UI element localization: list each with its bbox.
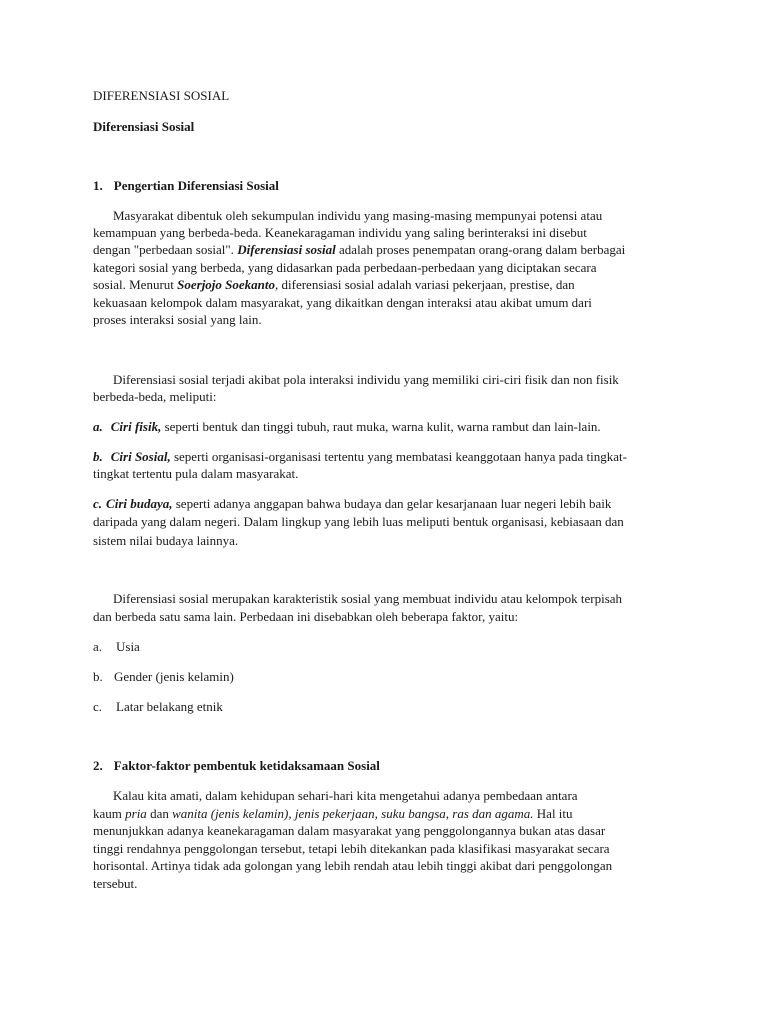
list-marker: b. <box>93 669 103 684</box>
list-marker: c. <box>93 699 103 714</box>
paragraph-line: kategori sosial yang berbeda, yang didasarkan pada perbedaan-perbedaan yang diciptakan secara <box>93 260 597 275</box>
ciri-item <box>93 418 601 435</box>
section-2-heading <box>93 757 380 774</box>
paragraph-line: menunjukkan adanya keanekaragaman dalam masyarakat yang penggolongannya bukan atas dasar <box>93 823 606 838</box>
factor-text: Usia <box>116 639 140 654</box>
factor-text: Latar belakang etnik <box>116 699 223 714</box>
text-run: Hal itu <box>533 806 573 821</box>
text-run: kaum <box>93 806 126 821</box>
emphasis-term: Diferensiasi sosial <box>237 242 336 257</box>
document-title: DIFERENSIASI SOSIAL <box>93 88 230 103</box>
paragraph-line <box>93 276 575 293</box>
italic-term: pria <box>125 806 147 821</box>
text-run: seperti organisasi-organisasi tertentu yang membatasi keanggotaan hanya pada tingkat- <box>170 449 627 464</box>
text-run: seperti bentuk dan tinggi tubuh, raut muka, warna kulit, warna rambut dan lain-lain. <box>161 419 601 434</box>
paragraph-line: horisontal. Artinya tidak ada golongan yang lebih rendah atau lebih tinggi akibat dari penggolongan <box>93 858 613 873</box>
section-2-title: Faktor-faktor pembentuk ketidaksamaan Sosial <box>113 758 380 773</box>
italic-term: wanita (jenis kelamin), jenis pekerjaan, suku bangsa, ras dan agama. <box>172 806 534 821</box>
text-run: seperti adanya anggapan bahwa budaya dan gelar kesarjanaan luar negeri lebih baik <box>172 496 612 511</box>
text-run: , diferensiasi sosial adalah variasi pekerjaan, prestise, dan <box>275 277 575 292</box>
paragraph-line: proses interaksi sosial yang lain. <box>93 312 262 327</box>
factor-text: Gender (jenis kelamin) <box>114 669 234 684</box>
paragraph-line: tinggi rendahnya penggolongan tersebut, tetapi lebih ditekankan pada klasifikasi masyarakat secara <box>93 841 610 856</box>
text-run: sosial. Menurut <box>93 277 178 292</box>
ciri-item-continuation: sistem nilai budaya lainnya. <box>93 533 239 548</box>
paragraph-line <box>93 241 625 258</box>
ciri-label: Ciri Sosial, <box>110 449 171 464</box>
paragraph-line: Masyarakat dibentuk oleh sekumpulan individu yang masing-masing mempunyai potensi atau <box>113 208 603 223</box>
ciri-item-continuation: daripada yang dalam negeri. Dalam lingkup yang lebih luas meliputi bentuk organisasi, kebiasaan dan <box>93 514 624 529</box>
factor-item <box>93 668 234 685</box>
ciri-item-continuation: tingkat tertentu pula dalam masyarakat. <box>93 466 299 481</box>
list-marker: a. <box>93 639 103 654</box>
paragraph-line: kemampuan yang berbeda-beda. Keanekaragaman individu yang saling berinteraksi ini disebut <box>93 225 587 240</box>
emphasis-name: Soerjojo Soekanto <box>177 277 276 292</box>
paragraph-line: tersebut. <box>93 876 138 891</box>
text-run: dan <box>146 806 173 821</box>
section-1-heading <box>93 177 279 194</box>
ciri-item <box>93 495 611 512</box>
list-marker: a. <box>93 419 103 434</box>
factor-item <box>93 698 223 715</box>
paragraph-line: Diferensiasi sosial terjadi akibat pola interaksi individu yang memiliki ciri-ciri fisik dan non fisik <box>113 372 619 387</box>
paragraph-line <box>93 805 573 822</box>
paragraph-line: kekuasaan kelompok dalam masyarakat, yang dikaitkan dengan interaksi atau akibat umum dari <box>93 295 592 310</box>
list-marker: b. <box>93 449 103 464</box>
factor-item <box>93 638 140 655</box>
document-subtitle: Diferensiasi Sosial <box>93 119 195 134</box>
ciri-item <box>93 448 627 465</box>
section-2-number: 2. <box>93 758 103 773</box>
text-run: dengan "perbedaan sosial". <box>93 242 238 257</box>
ciri-label: Ciri budaya, <box>106 496 173 511</box>
paragraph-line: Diferensiasi sosial merupakan karakteristik sosial yang membuat individu atau kelompok terpisah <box>113 591 623 606</box>
section-1-title: Pengertian Diferensiasi Sosial <box>113 178 279 193</box>
paragraph-line: dan berbeda satu sama lain. Perbedaan ini disebabkan oleh beberapa faktor, yaitu: <box>93 609 519 624</box>
paragraph-line: berbeda-beda, meliputi: <box>93 389 217 404</box>
list-marker: c. <box>93 496 103 511</box>
section-1-number: 1. <box>93 178 103 193</box>
paragraph-line: Kalau kita amati, dalam kehidupan sehari-hari kita mengetahui adanya pembedaan antara <box>113 788 578 803</box>
ciri-label: Ciri fisik, <box>110 419 162 434</box>
text-run: adalah proses penempatan orang-orang dalam berbagai <box>335 242 626 257</box>
document-page <box>93 0 683 1024</box>
